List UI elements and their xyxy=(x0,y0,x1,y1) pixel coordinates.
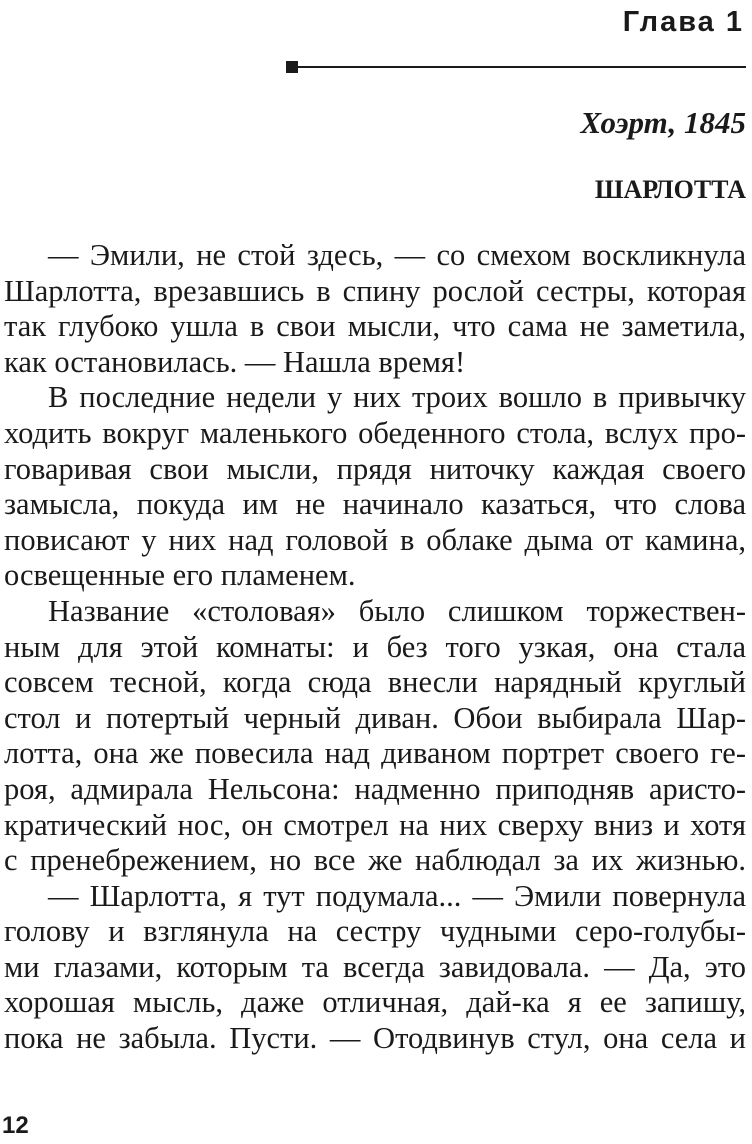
text-line: повисают у них над головой в облаке дыма от камина, xyxy=(4,522,746,557)
text-line: голову и взглянула на сестру чудными серо-голубы- xyxy=(4,914,746,949)
text-line: совсем тесной, когда сюда внесли нарядный круглый xyxy=(4,665,746,700)
text-line: ми глазами, которым та всегда завидовала. — Да, это xyxy=(4,949,746,984)
text-line: ным для этой комнаты: и без того узкая, она стала xyxy=(4,629,746,664)
place-date-heading: Хоэрт, 1845 xyxy=(580,105,746,140)
text-line: как остановилась. — Нашла время! xyxy=(4,344,466,379)
text-line: лотта, она же повесила над диваном портрет своего ге- xyxy=(4,736,746,771)
text-line: хорошая мысль, даже отличная, дай-ка я ее запишу, xyxy=(4,985,746,1020)
text-line: с пренебрежением, но все же наблюдал за их жизнью. xyxy=(4,843,746,878)
rule-square-marker xyxy=(286,61,298,73)
text-line: В последние недели у них троих вошло в привычку xyxy=(48,380,746,415)
text-line: — Шарлотта, я тут подумала... — Эмили повернула xyxy=(48,878,746,913)
text-line: освещенные его пламенем. xyxy=(4,558,356,593)
text-line: ходить вокруг маленького обеденного стола, вслух про- xyxy=(4,415,746,450)
chapter-heading: Глава 1 xyxy=(622,6,744,38)
text-line: — Эмили, не стой здесь, — со смехом воскликнула xyxy=(48,238,746,272)
text-line: Название «столовая» было слишком торжествен- xyxy=(48,593,746,628)
page-number: 12 xyxy=(2,1112,29,1139)
text-line: говаривая свои мысли, прядя ниточку каждая своего xyxy=(4,451,746,486)
body-text xyxy=(4,238,746,1057)
heading-rule xyxy=(288,66,746,68)
text-line: роя, адмирала Нельсона: надменно приподняв аристо- xyxy=(4,771,746,806)
text-line: замысла, покуда им не начинало казаться, что слова xyxy=(4,487,746,522)
text-line: кратический нос, он смотрел на них сверху вниз и хотя xyxy=(4,807,746,842)
section-name-heading: ШАРЛОТТА xyxy=(594,175,746,204)
text-line: пока не забыла. Пусти. — Отодвинув стул, она села и xyxy=(4,1021,746,1056)
text-line: стол и потертый черный диван. Обои выбирала Шар- xyxy=(4,700,746,735)
text-line: Шарлотта, врезавшись в спину рослой сестры, которая xyxy=(4,273,746,308)
text-line: так глубоко ушла в свои мысли, что сама не заметила, xyxy=(4,309,746,344)
